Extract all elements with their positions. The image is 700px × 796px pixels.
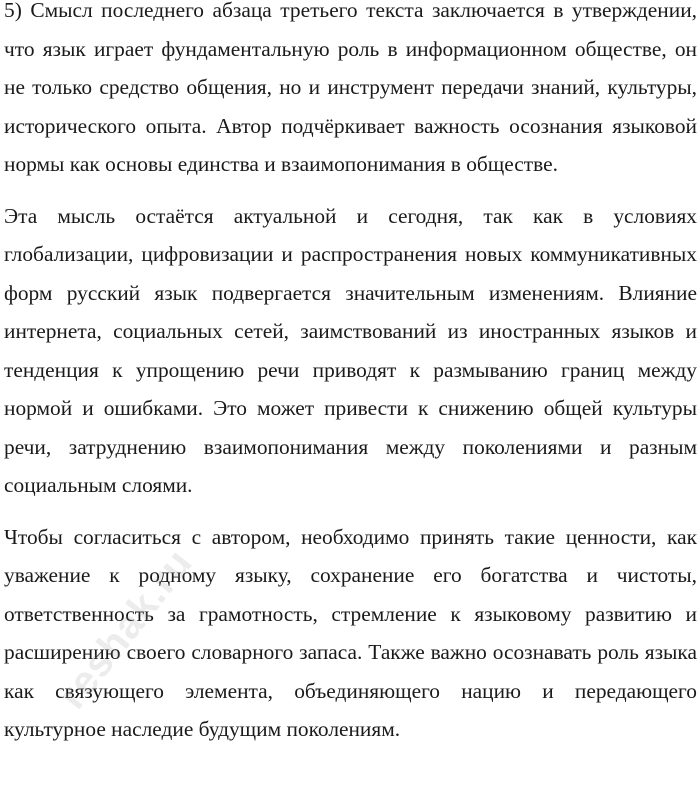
document-body xyxy=(4,0,697,749)
watermark: reshak.ru xyxy=(50,540,202,718)
paragraph-2: Эта мысль остаётся актуальной и сегодня, так как в условиях глобализации, цифровизации и распространения новых коммуникативных форм русский язык подвергается значительным изменениям. Влияние интернета, социальных сетей, заимствований из иностранных языков и тенденция к упрощению речи приводят к размыванию границ между нормой и ошибками. Это может привести к снижению общей культуры речи, затруднению взаимопонимания между поколениями и разным социальным слоями. xyxy=(4,203,697,497)
paragraph-1: 5) Смысл последнего абзаца третьего текста заключается в утверждении, что язык играет фундаментальную роль в информационном обществе, он не только средство общения, но и инструмент передачи знаний, культуры, исторического опыта. Автор подчёркивает важность осознания языковой нормы как основы единства и взаимопонимания в обществе. xyxy=(4,0,697,176)
paragraph-3: Чтобы согласиться с автором, необходимо принять такие ценности, как уважение к родному языку, сохранение его богатства и чистоты, ответственность за грамотность, стремление к языковому развитию и расширению своего словарного запаса. Также важно осознавать роль языка как связующего элемента, объединяющего нацию и передающего культурное наследие будущим поколениям. xyxy=(4,524,697,741)
